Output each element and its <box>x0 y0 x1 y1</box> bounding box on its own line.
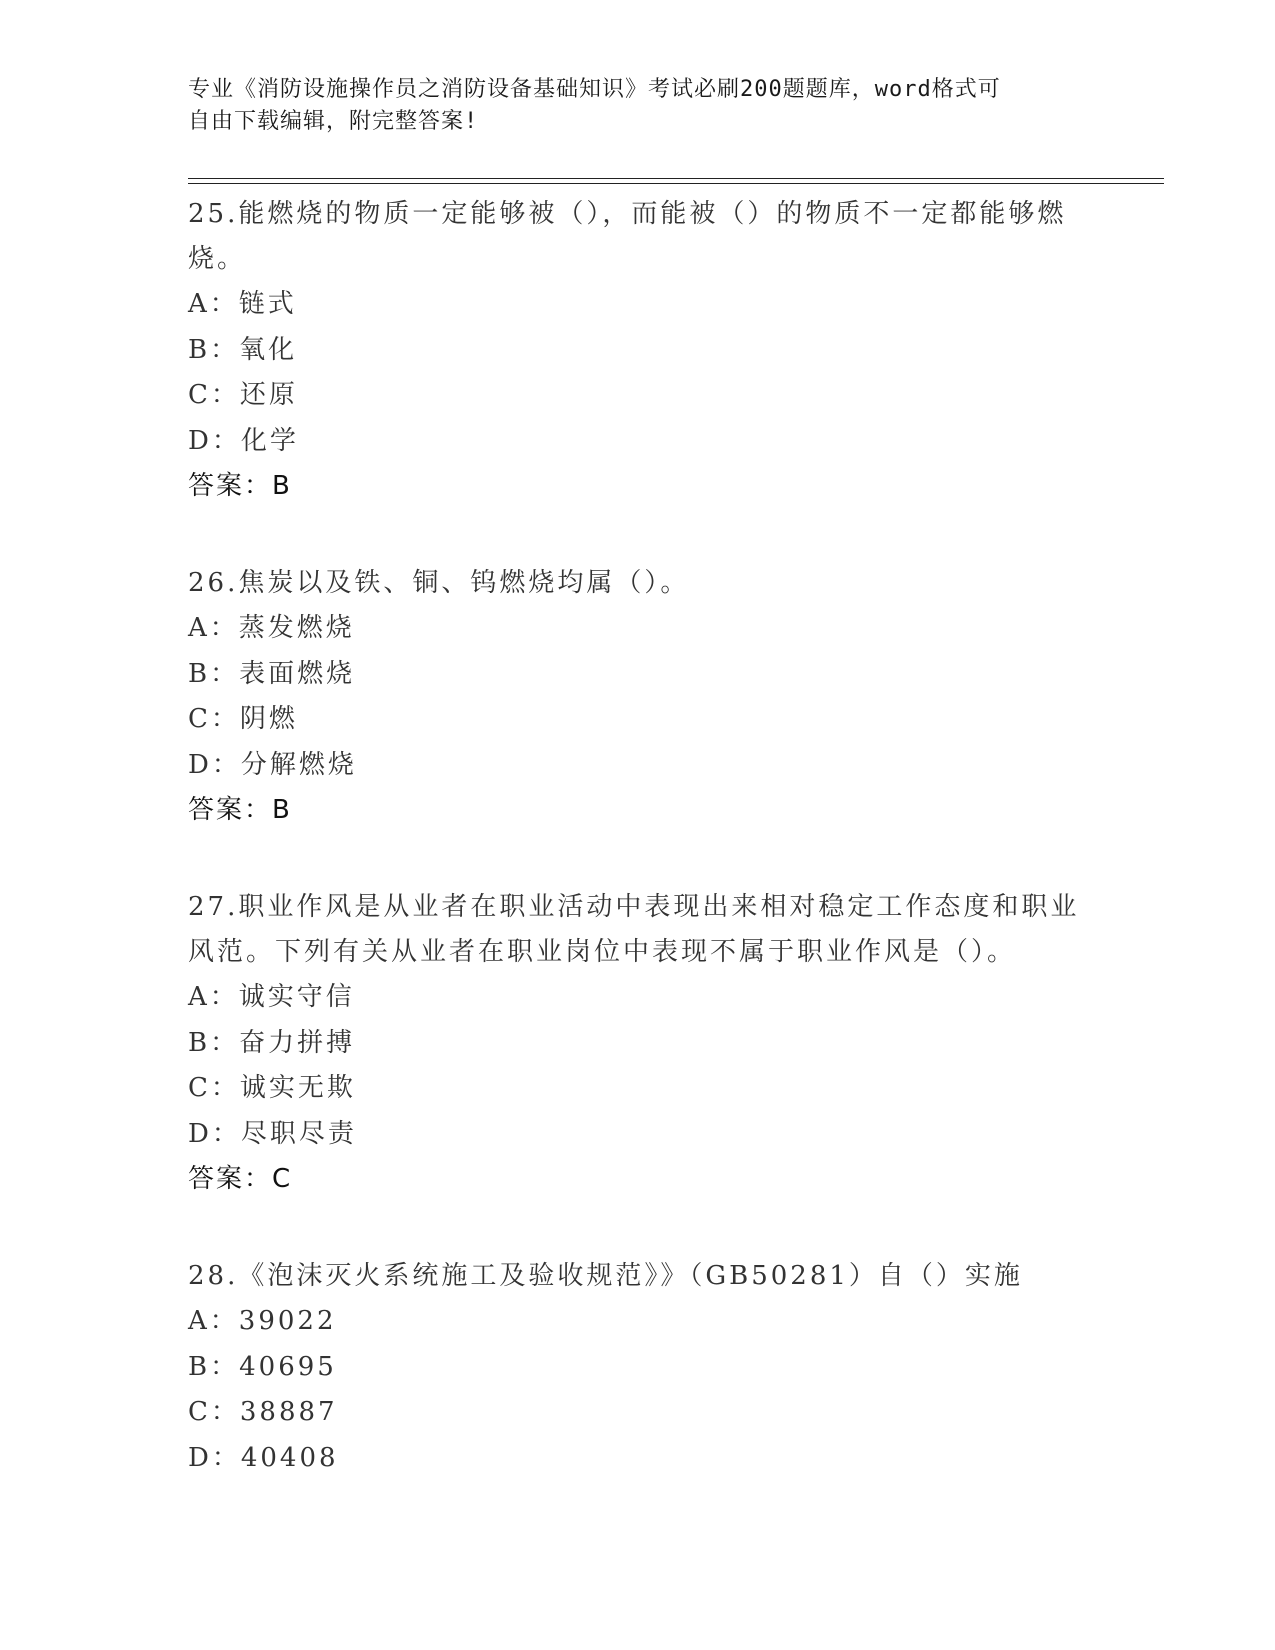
question-item <box>188 1254 1088 1481</box>
question-item <box>188 192 1088 509</box>
option-a: A：蒸发燃烧 <box>188 613 355 643</box>
option-b: B：40695 <box>188 1351 337 1382</box>
option-a: A：链式 <box>188 289 297 319</box>
option-b: B：氧化 <box>188 334 298 365</box>
option-a: A：诚实守信 <box>188 982 355 1012</box>
option-a: A：39022 <box>188 1306 337 1336</box>
option-b: B：奋力拼搏 <box>188 1027 356 1058</box>
option-c: C：诚实无欺 <box>188 1073 356 1103</box>
option-b: B：表面燃烧 <box>188 658 356 689</box>
header-divider-bottom <box>188 183 1164 184</box>
option-d: D：40408 <box>188 1442 339 1473</box>
document-header <box>188 74 1088 138</box>
option-d: D：尽职尽责 <box>188 1118 357 1149</box>
option-d: D：化学 <box>188 425 299 456</box>
question-stem: 27.职业作风是从业者在职业活动中表现出来相对稳定工作态度和职业风范。下列有关从业者在职业岗位中表现不属于职业作风是（）。 <box>188 892 1080 967</box>
option-c: C：还原 <box>188 380 298 410</box>
option-d: D：分解燃烧 <box>188 749 357 780</box>
option-c: C：阴燃 <box>188 704 298 734</box>
question-stem: 25.能燃烧的物质一定能够被（），而能被（）的物质不一定都能够燃烧。 <box>188 199 1067 274</box>
question-item <box>188 885 1088 1202</box>
header-line-1: 专业《消防设施操作员之消防设备基础知识》考试必刷200题题库，word格式可 <box>188 77 1001 102</box>
question-item <box>188 561 1088 833</box>
question-stem: 26.焦炭以及铁、铜、钨燃烧均属（）。 <box>188 568 690 598</box>
question-stem: 28.《泡沫灭火系统施工及验收规范》》（GB50281）自（）实施 <box>188 1261 1023 1291</box>
answer-line: 答案：B <box>188 471 292 501</box>
answer-line: 答案：B <box>188 795 292 825</box>
header-line-2: 自由下载编辑，附完整答案! <box>188 109 479 134</box>
question-list <box>188 192 1088 1481</box>
option-c: C：38887 <box>188 1397 338 1427</box>
header-divider-top <box>188 178 1164 179</box>
answer-line: 答案：C <box>188 1164 293 1194</box>
